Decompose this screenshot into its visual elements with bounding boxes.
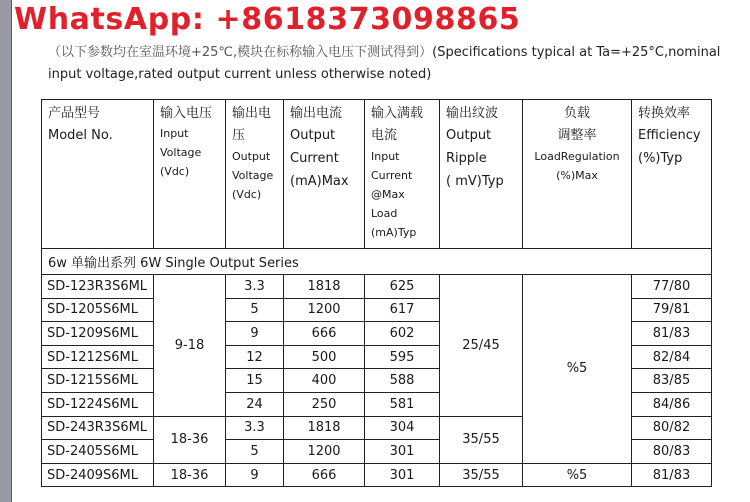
output-voltage-cell: 3.3	[226, 416, 284, 440]
column-header-line: Output	[232, 150, 271, 163]
efficiency-cell: 81/83	[632, 322, 712, 346]
output-current-cell: 666	[284, 322, 365, 346]
efficiency-cell: 81/83	[632, 463, 712, 487]
column-header-chinese: 产品型号	[48, 106, 101, 121]
output-voltage-cell: 9	[226, 322, 284, 346]
column-header-line: Output	[446, 128, 492, 143]
whatsapp-watermark: WhatsApp: +8618373098865	[14, 2, 521, 37]
column-header	[523, 100, 632, 249]
output-current-cell: 400	[284, 369, 365, 393]
column-header-line: Input	[160, 127, 189, 140]
series-row: 6w 单输出系列 6W Single Output Series	[42, 249, 712, 275]
output-current-cell: 666	[284, 463, 365, 487]
input-current-cell: 304	[365, 416, 440, 440]
efficiency-cell: 84/86	[632, 392, 712, 416]
model-cell: SD-2405S6ML	[42, 440, 154, 464]
load-regulation-cell: %5	[523, 275, 632, 464]
column-header	[440, 100, 523, 249]
model-cell: SD-1212S6ML	[42, 345, 154, 369]
column-header-line: Ripple	[446, 151, 487, 166]
column-header-chinese: 输出纹波	[446, 106, 499, 121]
header-row	[42, 100, 712, 249]
output-voltage-cell: 9	[226, 463, 284, 487]
table-row	[42, 463, 712, 487]
column-header-line: 压	[232, 128, 246, 143]
input-voltage-cell: 9-18	[154, 275, 226, 417]
column-header	[42, 100, 154, 249]
output-voltage-cell: 5	[226, 440, 284, 464]
column-header-line: Voltage	[160, 146, 202, 159]
column-header-line: Efficiency	[638, 128, 701, 143]
output-current-cell: 1200	[284, 298, 365, 322]
efficiency-cell: 80/83	[632, 440, 712, 464]
input-current-cell: 625	[365, 275, 440, 299]
input-voltage-cell: 18-36	[154, 416, 226, 463]
side-bar-divider	[11, 0, 12, 502]
model-cell: SD-123R3S6ML	[42, 275, 154, 299]
table-row	[42, 275, 712, 299]
column-header-line: (%)Max	[556, 169, 598, 182]
column-header-line: Load	[371, 207, 398, 220]
output-voltage-cell: 12	[226, 345, 284, 369]
efficiency-cell: 77/80	[632, 275, 712, 299]
column-header-chinese: 负载	[563, 106, 590, 121]
column-header-line: (Vdc)	[160, 165, 190, 178]
input-current-cell: 301	[365, 440, 440, 464]
column-header-line: Voltage	[232, 169, 274, 182]
input-current-cell: 595	[365, 345, 440, 369]
column-header-line: LoadRegulation	[534, 150, 620, 163]
column-header-line: (Vdc)	[232, 188, 262, 201]
efficiency-cell: 83/85	[632, 369, 712, 393]
column-header	[226, 100, 284, 249]
output-voltage-cell: 3.3	[226, 275, 284, 299]
column-header-line: @Max	[371, 188, 405, 201]
column-header	[365, 100, 440, 249]
model-cell: SD-1215S6ML	[42, 369, 154, 393]
column-header-line: 调整率	[557, 128, 597, 143]
column-header-line: Model No.	[48, 128, 113, 143]
spec-note-english-2: input voltage,rated output current unless otherwise noted)	[48, 67, 432, 82]
model-cell: SD-1224S6ML	[42, 392, 154, 416]
column-header-chinese: 输入电压	[160, 106, 213, 121]
ripple-cell: 25/45	[440, 275, 523, 417]
output-current-cell: 250	[284, 392, 365, 416]
output-current-cell: 1818	[284, 275, 365, 299]
output-voltage-cell: 24	[226, 392, 284, 416]
input-current-cell: 617	[365, 298, 440, 322]
model-cell: SD-1209S6ML	[42, 322, 154, 346]
column-header-chinese: 转换效率	[638, 106, 691, 121]
output-current-cell: 1200	[284, 440, 365, 464]
output-voltage-cell: 15	[226, 369, 284, 393]
spec-table	[41, 99, 712, 487]
input-current-cell: 588	[365, 369, 440, 393]
input-current-cell: 602	[365, 322, 440, 346]
model-cell: SD-1205S6ML	[42, 298, 154, 322]
efficiency-cell: 82/84	[632, 345, 712, 369]
column-header	[154, 100, 226, 249]
efficiency-cell: 79/81	[632, 298, 712, 322]
output-current-cell: 1818	[284, 416, 365, 440]
output-current-cell: 500	[284, 345, 365, 369]
output-voltage-cell: 5	[226, 298, 284, 322]
input-current-cell: 301	[365, 463, 440, 487]
column-header	[632, 100, 712, 249]
ripple-cell: 35/55	[440, 463, 523, 487]
load-regulation-cell: %5	[523, 463, 632, 487]
input-current-cell: 581	[365, 392, 440, 416]
spec-note	[48, 42, 738, 86]
column-header-line: (mA)Max	[290, 174, 349, 189]
column-header-line: (%)Typ	[638, 151, 683, 166]
window-side-bar	[0, 0, 11, 502]
model-cell: SD-243R3S6ML	[42, 416, 154, 440]
column-header	[284, 100, 365, 249]
column-header-line: 电流	[371, 128, 398, 143]
column-header-line: Current	[371, 169, 413, 182]
column-header-line: (mA)Typ	[371, 226, 417, 239]
spec-note-english-1: (Specifications typical at Ta=+25°C,nominal	[432, 45, 721, 60]
ripple-cell: 35/55	[440, 416, 523, 463]
column-header-chinese: 输入满载	[371, 106, 424, 121]
efficiency-cell: 80/82	[632, 416, 712, 440]
column-header-chinese: 输出电流	[290, 106, 343, 121]
column-header-line: Input	[371, 150, 400, 163]
input-voltage-cell: 18-36	[154, 463, 226, 487]
spec-note-chinese: （以下参数均在室温环境+25℃,模块在标称输入电压下测试得到）	[48, 45, 433, 60]
column-header-line: Output	[290, 128, 336, 143]
column-header-line: ( mV)Typ	[446, 174, 504, 189]
model-cell: SD-2409S6ML	[42, 463, 154, 487]
column-header-chinese: 输出电	[232, 106, 272, 121]
column-header-line: Current	[290, 151, 339, 166]
